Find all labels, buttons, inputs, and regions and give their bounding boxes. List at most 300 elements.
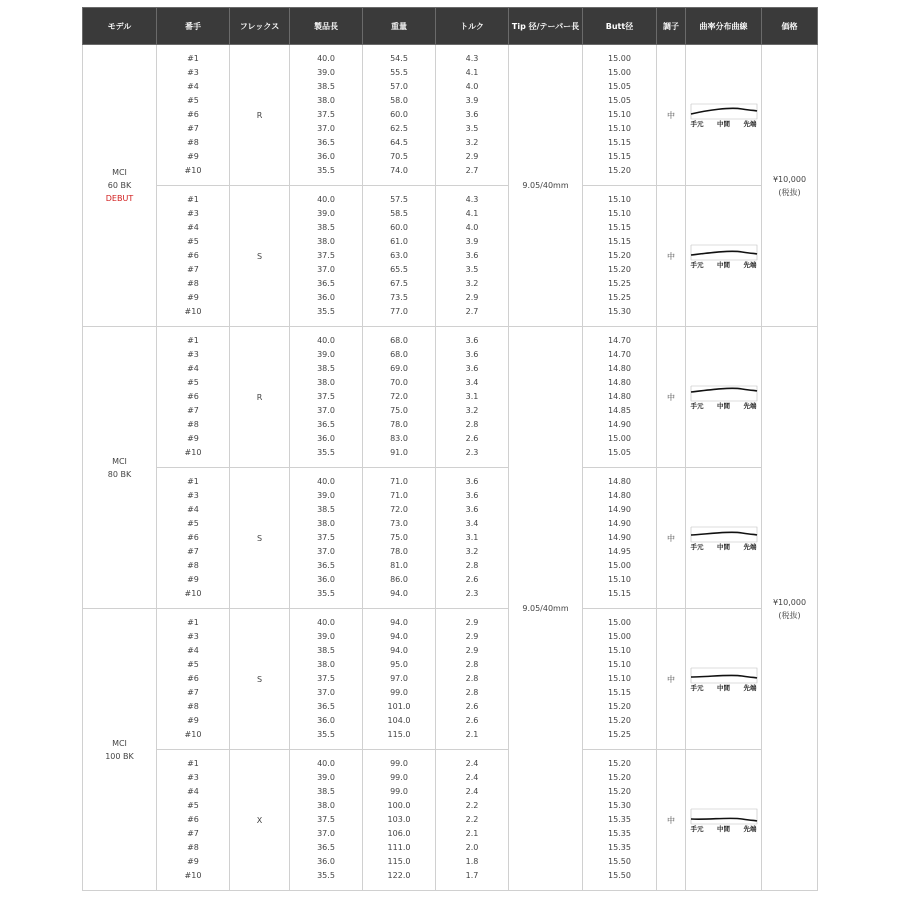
bend-curve-line xyxy=(691,818,757,821)
weight xyxy=(363,186,436,327)
torque-value: 2.8 xyxy=(465,674,479,683)
length-value: 36.5 xyxy=(317,420,335,429)
length-value: 40.0 xyxy=(317,618,335,627)
torque-value: 2.9 xyxy=(465,152,479,161)
spec-body xyxy=(83,45,818,891)
weight-value: 72.0 xyxy=(390,392,408,401)
torque-value: 2.8 xyxy=(465,660,479,669)
length-value: 37.0 xyxy=(317,265,335,274)
curve-label: 先端 xyxy=(743,683,757,692)
torque-value: 1.8 xyxy=(465,857,479,866)
length-value: 36.5 xyxy=(317,561,335,570)
length-value: 39.0 xyxy=(317,68,335,77)
torque-value: 4.3 xyxy=(465,195,479,204)
torque xyxy=(436,327,509,468)
butt-diameter-value: 14.90 xyxy=(608,519,631,528)
butt-diameter-value: 15.25 xyxy=(608,730,631,739)
club-number-value: #5 xyxy=(187,96,199,105)
length-value: 39.0 xyxy=(317,209,335,218)
bend-curve-graphic xyxy=(690,525,758,543)
bend-curve-line xyxy=(691,388,757,392)
model-name-line: MCI xyxy=(112,168,127,177)
club-number-value: #6 xyxy=(187,674,199,683)
curve-label: 先端 xyxy=(743,401,757,410)
price-note: (税抜) xyxy=(778,610,801,620)
torque-value: 3.4 xyxy=(465,378,479,387)
torque-value: 3.2 xyxy=(465,279,479,288)
club-number-value: #10 xyxy=(184,448,202,457)
length-value: 36.0 xyxy=(317,716,335,725)
torque-value: 3.6 xyxy=(465,350,479,359)
length-value: 39.0 xyxy=(317,491,335,500)
club-number-value: #6 xyxy=(187,392,199,401)
weight-value: 73.5 xyxy=(390,293,408,302)
tip-taper-cell xyxy=(509,327,583,891)
butt-diameter-value: 14.80 xyxy=(608,477,631,486)
curve-label: 手元 xyxy=(690,401,704,410)
weight-value: 68.0 xyxy=(390,350,408,359)
butt-diameter-value: 15.00 xyxy=(608,434,631,443)
length-value: 37.0 xyxy=(317,688,335,697)
length-value: 38.0 xyxy=(317,801,335,810)
curve-labels xyxy=(690,543,758,552)
model-name-line: 100 BK xyxy=(105,751,134,761)
weight-value: 97.0 xyxy=(390,674,408,683)
torque-value: 2.2 xyxy=(465,815,479,824)
length-value: 37.5 xyxy=(317,674,335,683)
butt-diameter-value: 15.20 xyxy=(608,773,631,782)
butt-diameter-value: 15.15 xyxy=(608,223,631,232)
header-club-number: 番手 xyxy=(157,8,230,45)
curve-labels xyxy=(690,402,758,411)
length-value: 35.5 xyxy=(317,730,335,739)
spec-row xyxy=(83,45,818,186)
torque-value: 2.8 xyxy=(465,420,479,429)
butt-diameter-value: 15.00 xyxy=(608,54,631,63)
butt-diameter-value: 15.50 xyxy=(608,857,631,866)
price-cell xyxy=(762,327,818,891)
curve-label: 手元 xyxy=(690,542,704,551)
length-value: 36.0 xyxy=(317,293,335,302)
butt-diameter-value: 14.85 xyxy=(608,406,631,415)
torque-value: 3.6 xyxy=(465,477,479,486)
club-number-value: #4 xyxy=(187,787,199,796)
weight-value: 72.0 xyxy=(390,505,408,514)
weight-value: 94.0 xyxy=(390,618,408,627)
torque-value: 2.1 xyxy=(465,829,479,838)
bend-profile-cell xyxy=(686,609,762,750)
curve-label: 中間 xyxy=(717,683,730,692)
curve-label: 手元 xyxy=(690,119,704,128)
curve-label: 中間 xyxy=(717,119,730,128)
header-bend-profile: 曲率分布曲線 xyxy=(686,8,762,45)
butt-diameter xyxy=(583,468,657,609)
weight-value: 94.0 xyxy=(390,646,408,655)
length-value: 37.5 xyxy=(317,110,335,119)
club-number-value: #7 xyxy=(187,124,199,133)
curve-label: 中間 xyxy=(717,542,730,551)
torque-value: 2.3 xyxy=(465,589,479,598)
length-value: 37.5 xyxy=(317,392,335,401)
kick-point-cell: 中 xyxy=(657,186,686,327)
butt-diameter-value: 15.10 xyxy=(608,646,631,655)
butt-diameter xyxy=(583,327,657,468)
torque xyxy=(436,609,509,750)
torque xyxy=(436,45,509,186)
length-value: 37.0 xyxy=(317,406,335,415)
butt-diameter-value: 14.80 xyxy=(608,491,631,500)
spec-row xyxy=(83,750,818,891)
length-value: 39.0 xyxy=(317,632,335,641)
weight-value: 58.0 xyxy=(390,96,408,105)
weight-value: 77.0 xyxy=(390,307,408,316)
torque-value: 2.3 xyxy=(465,448,479,457)
spec-row xyxy=(83,327,818,468)
butt-diameter xyxy=(583,45,657,186)
length-value: 35.5 xyxy=(317,166,335,175)
butt-diameter-value: 14.70 xyxy=(608,336,631,345)
curve-label: 手元 xyxy=(690,683,704,692)
club-number-value: #1 xyxy=(187,195,199,204)
torque xyxy=(436,468,509,609)
spec-row xyxy=(83,609,818,750)
club-number-value: #7 xyxy=(187,547,199,556)
torque-value: 3.5 xyxy=(465,265,479,274)
curve-label: 中間 xyxy=(717,260,730,269)
weight-value: 67.5 xyxy=(390,279,408,288)
torque-value: 3.5 xyxy=(465,124,479,133)
butt-diameter-value: 15.05 xyxy=(608,448,631,457)
tip-taper-value: 9.05/40mm xyxy=(522,604,569,613)
club-number-value: #3 xyxy=(187,632,199,641)
weight-value: 70.0 xyxy=(390,378,408,387)
torque-value: 2.6 xyxy=(465,575,479,584)
butt-diameter-value: 15.30 xyxy=(608,307,631,316)
bend-profile-chart xyxy=(690,243,758,270)
weight-value: 115.0 xyxy=(387,857,411,866)
length-value: 37.0 xyxy=(317,124,335,133)
weight-value: 71.0 xyxy=(390,491,408,500)
torque-value: 2.4 xyxy=(465,773,479,782)
club-number-value: #4 xyxy=(187,505,199,514)
butt-diameter-value: 15.50 xyxy=(608,871,631,880)
torque-value: 2.6 xyxy=(465,434,479,443)
club-number-value: #5 xyxy=(187,519,199,528)
length-value: 36.0 xyxy=(317,152,335,161)
length-value: 40.0 xyxy=(317,195,335,204)
weight-value: 57.0 xyxy=(390,82,408,91)
club-number-value: #3 xyxy=(187,68,199,77)
butt-diameter-value: 15.20 xyxy=(608,787,631,796)
torque-value: 3.9 xyxy=(465,96,479,105)
weight-value: 83.0 xyxy=(390,434,408,443)
model-cell xyxy=(83,609,157,891)
weight-value: 75.0 xyxy=(390,406,408,415)
weight-value: 54.5 xyxy=(390,54,408,63)
length-value: 35.5 xyxy=(317,871,335,880)
torque-value: 1.7 xyxy=(465,871,479,880)
club-number-value: #5 xyxy=(187,801,199,810)
weight-value: 75.0 xyxy=(390,533,408,542)
flex-cell: S xyxy=(230,186,290,327)
torque-value: 2.0 xyxy=(465,843,479,852)
weight-value: 64.5 xyxy=(390,138,408,147)
butt-diameter-value: 14.90 xyxy=(608,505,631,514)
club-number-value: #1 xyxy=(187,618,199,627)
length-value: 38.0 xyxy=(317,237,335,246)
torque-value: 4.0 xyxy=(465,223,479,232)
club-number-value: #4 xyxy=(187,646,199,655)
header-torque: トルク xyxy=(436,8,509,45)
butt-diameter-value: 15.10 xyxy=(608,209,631,218)
length-value: 39.0 xyxy=(317,773,335,782)
bend-profile-cell xyxy=(686,327,762,468)
butt-diameter-value: 15.05 xyxy=(608,82,631,91)
torque-value: 3.6 xyxy=(465,251,479,260)
bend-profile-cell xyxy=(686,186,762,327)
club-number-value: #5 xyxy=(187,660,199,669)
club-number-value: #8 xyxy=(187,279,199,288)
weight-value: 94.0 xyxy=(390,589,408,598)
torque-value: 3.2 xyxy=(465,138,479,147)
club-number-value: #7 xyxy=(187,265,199,274)
bend-profile-chart xyxy=(690,525,758,552)
butt-diameter-value: 15.10 xyxy=(608,674,631,683)
header-butt: Butt径 xyxy=(583,8,657,45)
weight-value: 91.0 xyxy=(390,448,408,457)
weight-value: 101.0 xyxy=(387,702,411,711)
club-number-value: #8 xyxy=(187,702,199,711)
length xyxy=(290,609,363,750)
weight-value: 62.5 xyxy=(390,124,408,133)
club-number-value: #9 xyxy=(187,575,199,584)
curve-label: 先端 xyxy=(743,260,757,269)
club-number-value: #1 xyxy=(187,759,199,768)
butt-diameter-value: 15.10 xyxy=(608,110,631,119)
length-value: 40.0 xyxy=(317,477,335,486)
club-number-value: #10 xyxy=(184,307,202,316)
curve-labels xyxy=(690,684,758,693)
club-number xyxy=(157,327,230,468)
weight-value: 70.5 xyxy=(390,152,408,161)
club-number-value: #6 xyxy=(187,533,199,542)
length-value: 38.5 xyxy=(317,646,335,655)
weight xyxy=(363,327,436,468)
torque-value: 2.7 xyxy=(465,166,479,175)
torque-value: 4.1 xyxy=(465,68,479,77)
butt-diameter-value: 14.90 xyxy=(608,420,631,429)
weight-value: 115.0 xyxy=(387,730,411,739)
club-number xyxy=(157,750,230,891)
flex-cell: S xyxy=(230,609,290,750)
club-number-value: #9 xyxy=(187,857,199,866)
weight-value: 99.0 xyxy=(390,688,408,697)
model-name-line: MCI xyxy=(112,456,127,466)
torque-value: 2.6 xyxy=(465,702,479,711)
weight-value: 99.0 xyxy=(390,773,408,782)
price-note: (税抜) xyxy=(778,187,801,197)
torque xyxy=(436,186,509,327)
torque-value: 4.0 xyxy=(465,82,479,91)
club-number-value: #6 xyxy=(187,251,199,260)
bend-curve-graphic xyxy=(690,807,758,825)
curve-label: 先端 xyxy=(743,542,757,551)
tip-taper-cell xyxy=(509,45,583,327)
torque-value: 3.2 xyxy=(465,547,479,556)
club-number-value: #5 xyxy=(187,237,199,246)
weight xyxy=(363,468,436,609)
torque-value: 2.8 xyxy=(465,688,479,697)
curve-label: 先端 xyxy=(743,824,757,833)
weight-value: 61.0 xyxy=(390,237,408,246)
torque-value: 4.1 xyxy=(465,209,479,218)
header-price: 価格 xyxy=(762,8,818,45)
length-value: 38.5 xyxy=(317,223,335,232)
curve-label: 手元 xyxy=(690,824,704,833)
club-number-value: #9 xyxy=(187,152,199,161)
butt-diameter-value: 15.15 xyxy=(608,688,631,697)
club-number-value: #9 xyxy=(187,434,199,443)
length-value: 36.5 xyxy=(317,702,335,711)
butt-diameter-value: 15.20 xyxy=(608,716,631,725)
length-value: 38.5 xyxy=(317,787,335,796)
curve-labels xyxy=(690,261,758,270)
club-number-value: #3 xyxy=(187,773,199,782)
header-length: 製品長 xyxy=(290,8,363,45)
length-value: 39.0 xyxy=(317,350,335,359)
torque-value: 2.2 xyxy=(465,801,479,810)
curve-label: 中間 xyxy=(717,824,730,833)
length-value: 35.5 xyxy=(317,589,335,598)
bend-curve-line xyxy=(691,532,757,535)
weight-value: 69.0 xyxy=(390,364,408,373)
length xyxy=(290,468,363,609)
length-value: 36.0 xyxy=(317,575,335,584)
weight-value: 74.0 xyxy=(390,166,408,175)
butt-diameter-value: 15.15 xyxy=(608,237,631,246)
club-number-value: #3 xyxy=(187,209,199,218)
club-number-value: #7 xyxy=(187,406,199,415)
butt-diameter xyxy=(583,750,657,891)
weight-value: 104.0 xyxy=(387,716,411,725)
butt-diameter-value: 15.10 xyxy=(608,195,631,204)
club-number-value: #8 xyxy=(187,420,199,429)
length-value: 40.0 xyxy=(317,759,335,768)
butt-diameter-value: 15.35 xyxy=(608,815,631,824)
curve-label: 中間 xyxy=(717,401,730,410)
bend-curve-graphic xyxy=(690,102,758,120)
torque-value: 3.6 xyxy=(465,491,479,500)
length-value: 37.5 xyxy=(317,815,335,824)
butt-diameter xyxy=(583,186,657,327)
header-tip-taper: Tip 径/テーパー長 xyxy=(509,8,583,45)
length xyxy=(290,45,363,186)
header-flex: フレックス xyxy=(230,8,290,45)
torque-value: 3.1 xyxy=(465,392,479,401)
butt-diameter-value: 14.90 xyxy=(608,533,631,542)
club-number-value: #10 xyxy=(184,166,202,175)
length-value: 35.5 xyxy=(317,307,335,316)
butt-diameter xyxy=(583,609,657,750)
length-value: 36.5 xyxy=(317,843,335,852)
club-number-value: #10 xyxy=(184,871,202,880)
club-number xyxy=(157,186,230,327)
torque-value: 3.2 xyxy=(465,406,479,415)
club-number-value: #4 xyxy=(187,223,199,232)
price-cell xyxy=(762,45,818,327)
length xyxy=(290,750,363,891)
torque-value: 3.9 xyxy=(465,237,479,246)
butt-diameter-value: 14.70 xyxy=(608,350,631,359)
club-number-value: #3 xyxy=(187,350,199,359)
kick-point-cell: 中 xyxy=(657,750,686,891)
butt-diameter-value: 15.20 xyxy=(608,759,631,768)
weight-value: 63.0 xyxy=(390,251,408,260)
length-value: 38.5 xyxy=(317,505,335,514)
butt-diameter-value: 15.00 xyxy=(608,618,631,627)
bend-profile-cell xyxy=(686,468,762,609)
length-value: 37.0 xyxy=(317,829,335,838)
torque-value: 2.9 xyxy=(465,618,479,627)
butt-diameter-value: 15.20 xyxy=(608,251,631,260)
header-row xyxy=(83,8,818,45)
price-value: ¥10,000 xyxy=(772,174,807,184)
torque-value: 2.6 xyxy=(465,716,479,725)
torque-value: 2.4 xyxy=(465,787,479,796)
weight-value: 60.0 xyxy=(390,223,408,232)
butt-diameter-value: 15.10 xyxy=(608,575,631,584)
club-number xyxy=(157,468,230,609)
curve-label: 先端 xyxy=(743,119,757,128)
weight-value: 78.0 xyxy=(390,547,408,556)
weight-value: 81.0 xyxy=(390,561,408,570)
weight-value: 78.0 xyxy=(390,420,408,429)
torque-value: 3.6 xyxy=(465,364,479,373)
club-number-value: #8 xyxy=(187,843,199,852)
length-value: 37.5 xyxy=(317,533,335,542)
flex-cell: X xyxy=(230,750,290,891)
length-value: 37.5 xyxy=(317,251,335,260)
length-value: 36.0 xyxy=(317,857,335,866)
torque-value: 2.1 xyxy=(465,730,479,739)
torque-value: 2.9 xyxy=(465,632,479,641)
model-name-line: 60 BK xyxy=(107,181,132,190)
butt-diameter-value: 15.20 xyxy=(608,265,631,274)
weight-value: 100.0 xyxy=(387,801,411,810)
bend-curve-line xyxy=(691,251,757,255)
length-value: 36.5 xyxy=(317,279,335,288)
butt-diameter-value: 15.00 xyxy=(608,561,631,570)
butt-diameter-value: 15.20 xyxy=(608,166,631,175)
length-value: 38.5 xyxy=(317,82,335,91)
bend-profile-chart xyxy=(690,807,758,834)
kick-point-cell: 中 xyxy=(657,609,686,750)
weight-value: 94.0 xyxy=(390,632,408,641)
bend-curve-graphic xyxy=(690,384,758,402)
weight-value: 73.0 xyxy=(390,519,408,528)
weight-value: 99.0 xyxy=(390,759,408,768)
shaft-spec-table-container xyxy=(82,7,817,894)
spec-row xyxy=(83,186,818,327)
weight-value: 57.5 xyxy=(390,195,408,204)
weight-value: 95.0 xyxy=(390,660,408,669)
club-number-value: #5 xyxy=(187,378,199,387)
butt-diameter-value: 15.25 xyxy=(608,279,631,288)
bend-profile-chart xyxy=(690,384,758,411)
weight-value: 58.5 xyxy=(390,209,408,218)
club-number-value: #9 xyxy=(187,716,199,725)
weight-value: 86.0 xyxy=(390,575,408,584)
